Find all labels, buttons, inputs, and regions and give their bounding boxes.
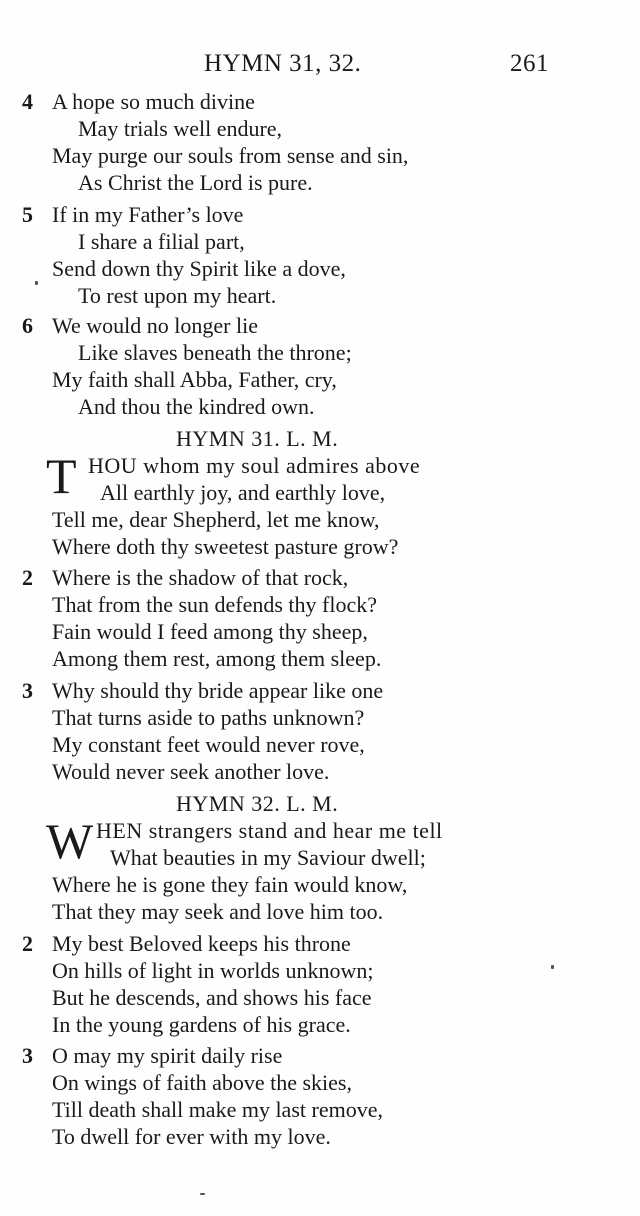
verse-line: Why should thy bride appear like one (52, 678, 384, 703)
page-number: 261 (510, 50, 549, 77)
running-title: HYMN 31, 32. (204, 50, 362, 77)
verse-line: In the young gardens of his grace. (52, 1012, 351, 1037)
verse-line: Like slaves beneath the throne; (78, 340, 352, 365)
verse-line: Where doth thy sweetest pasture grow? (52, 534, 399, 559)
print-speck (551, 965, 554, 969)
verse-line: Send down thy Spirit like a dove, (52, 256, 346, 281)
verse-line: On hills of light in worlds unknown; (52, 958, 374, 983)
stanza-number: 6 (22, 313, 33, 338)
verse-line: My constant feet would never rove, (52, 732, 365, 757)
verse-line: What beauties in my Saviour dwell; (110, 845, 426, 870)
verse-line: HEN strangers stand and hear me tell (96, 818, 443, 843)
verse-line: HOU whom my soul admires above (88, 453, 421, 478)
verse-line: Fain would I feed among thy sheep, (52, 619, 368, 644)
drop-cap: W (46, 813, 94, 869)
verse-line: Would never seek another love. (52, 759, 330, 784)
verse-line: And thou the kindred own. (78, 394, 315, 419)
stanza-number: 5 (22, 202, 33, 227)
verse-line: Where he is gone they fain would know, (52, 872, 408, 897)
verse-line: I share a filial part, (78, 229, 245, 254)
verse-line: That they may seek and love him too. (52, 899, 384, 924)
verse-line: To rest upon my heart. (78, 283, 277, 308)
drop-cap: T (46, 448, 77, 504)
verse-line: A hope so much divine (52, 89, 255, 114)
verse-line: My best Beloved keeps his throne (52, 931, 351, 956)
stanza-number: 3 (22, 1043, 33, 1068)
stanza-number: 4 (22, 89, 33, 114)
verse-line: If in my Father’s love (52, 202, 244, 227)
verse-line: We would no longer lie (52, 313, 258, 338)
verse-line: As Christ the Lord is pure. (78, 170, 313, 195)
hymn-heading: HYMN 31. L. M. (176, 426, 339, 451)
verse-line: Among them rest, among them sleep. (52, 646, 382, 671)
verse-line: That from the sun defends thy flock? (52, 592, 378, 617)
print-speck (35, 281, 38, 285)
stanza-number: 2 (22, 565, 33, 590)
verse-line: May purge our souls from sense and sin, (52, 143, 409, 168)
verse-line: May trials well endure, (78, 116, 283, 141)
print-speck (200, 1193, 205, 1195)
verse-line: O may my spirit daily rise (52, 1043, 283, 1068)
verse-line: To dwell for ever with my love. (52, 1124, 331, 1149)
page-header (0, 50, 640, 84)
hymn-heading: HYMN 32. L. M. (176, 791, 339, 816)
stanza-number: 2 (22, 931, 33, 956)
verse-line: Till death shall make my last remove, (52, 1097, 383, 1122)
verse-line: Where is the shadow of that rock, (52, 565, 349, 590)
verse-line: On wings of faith above the skies, (52, 1070, 352, 1095)
stanza-number: 3 (22, 678, 33, 703)
verse-line: But he descends, and shows his face (52, 985, 372, 1010)
verse-line: That turns aside to paths unknown? (52, 705, 365, 730)
verse-line: All earthly joy, and earthly love, (100, 480, 386, 505)
verse-line: Tell me, dear Shepherd, let me know, (52, 507, 380, 532)
verse-line: My faith shall Abba, Father, cry, (52, 367, 337, 392)
